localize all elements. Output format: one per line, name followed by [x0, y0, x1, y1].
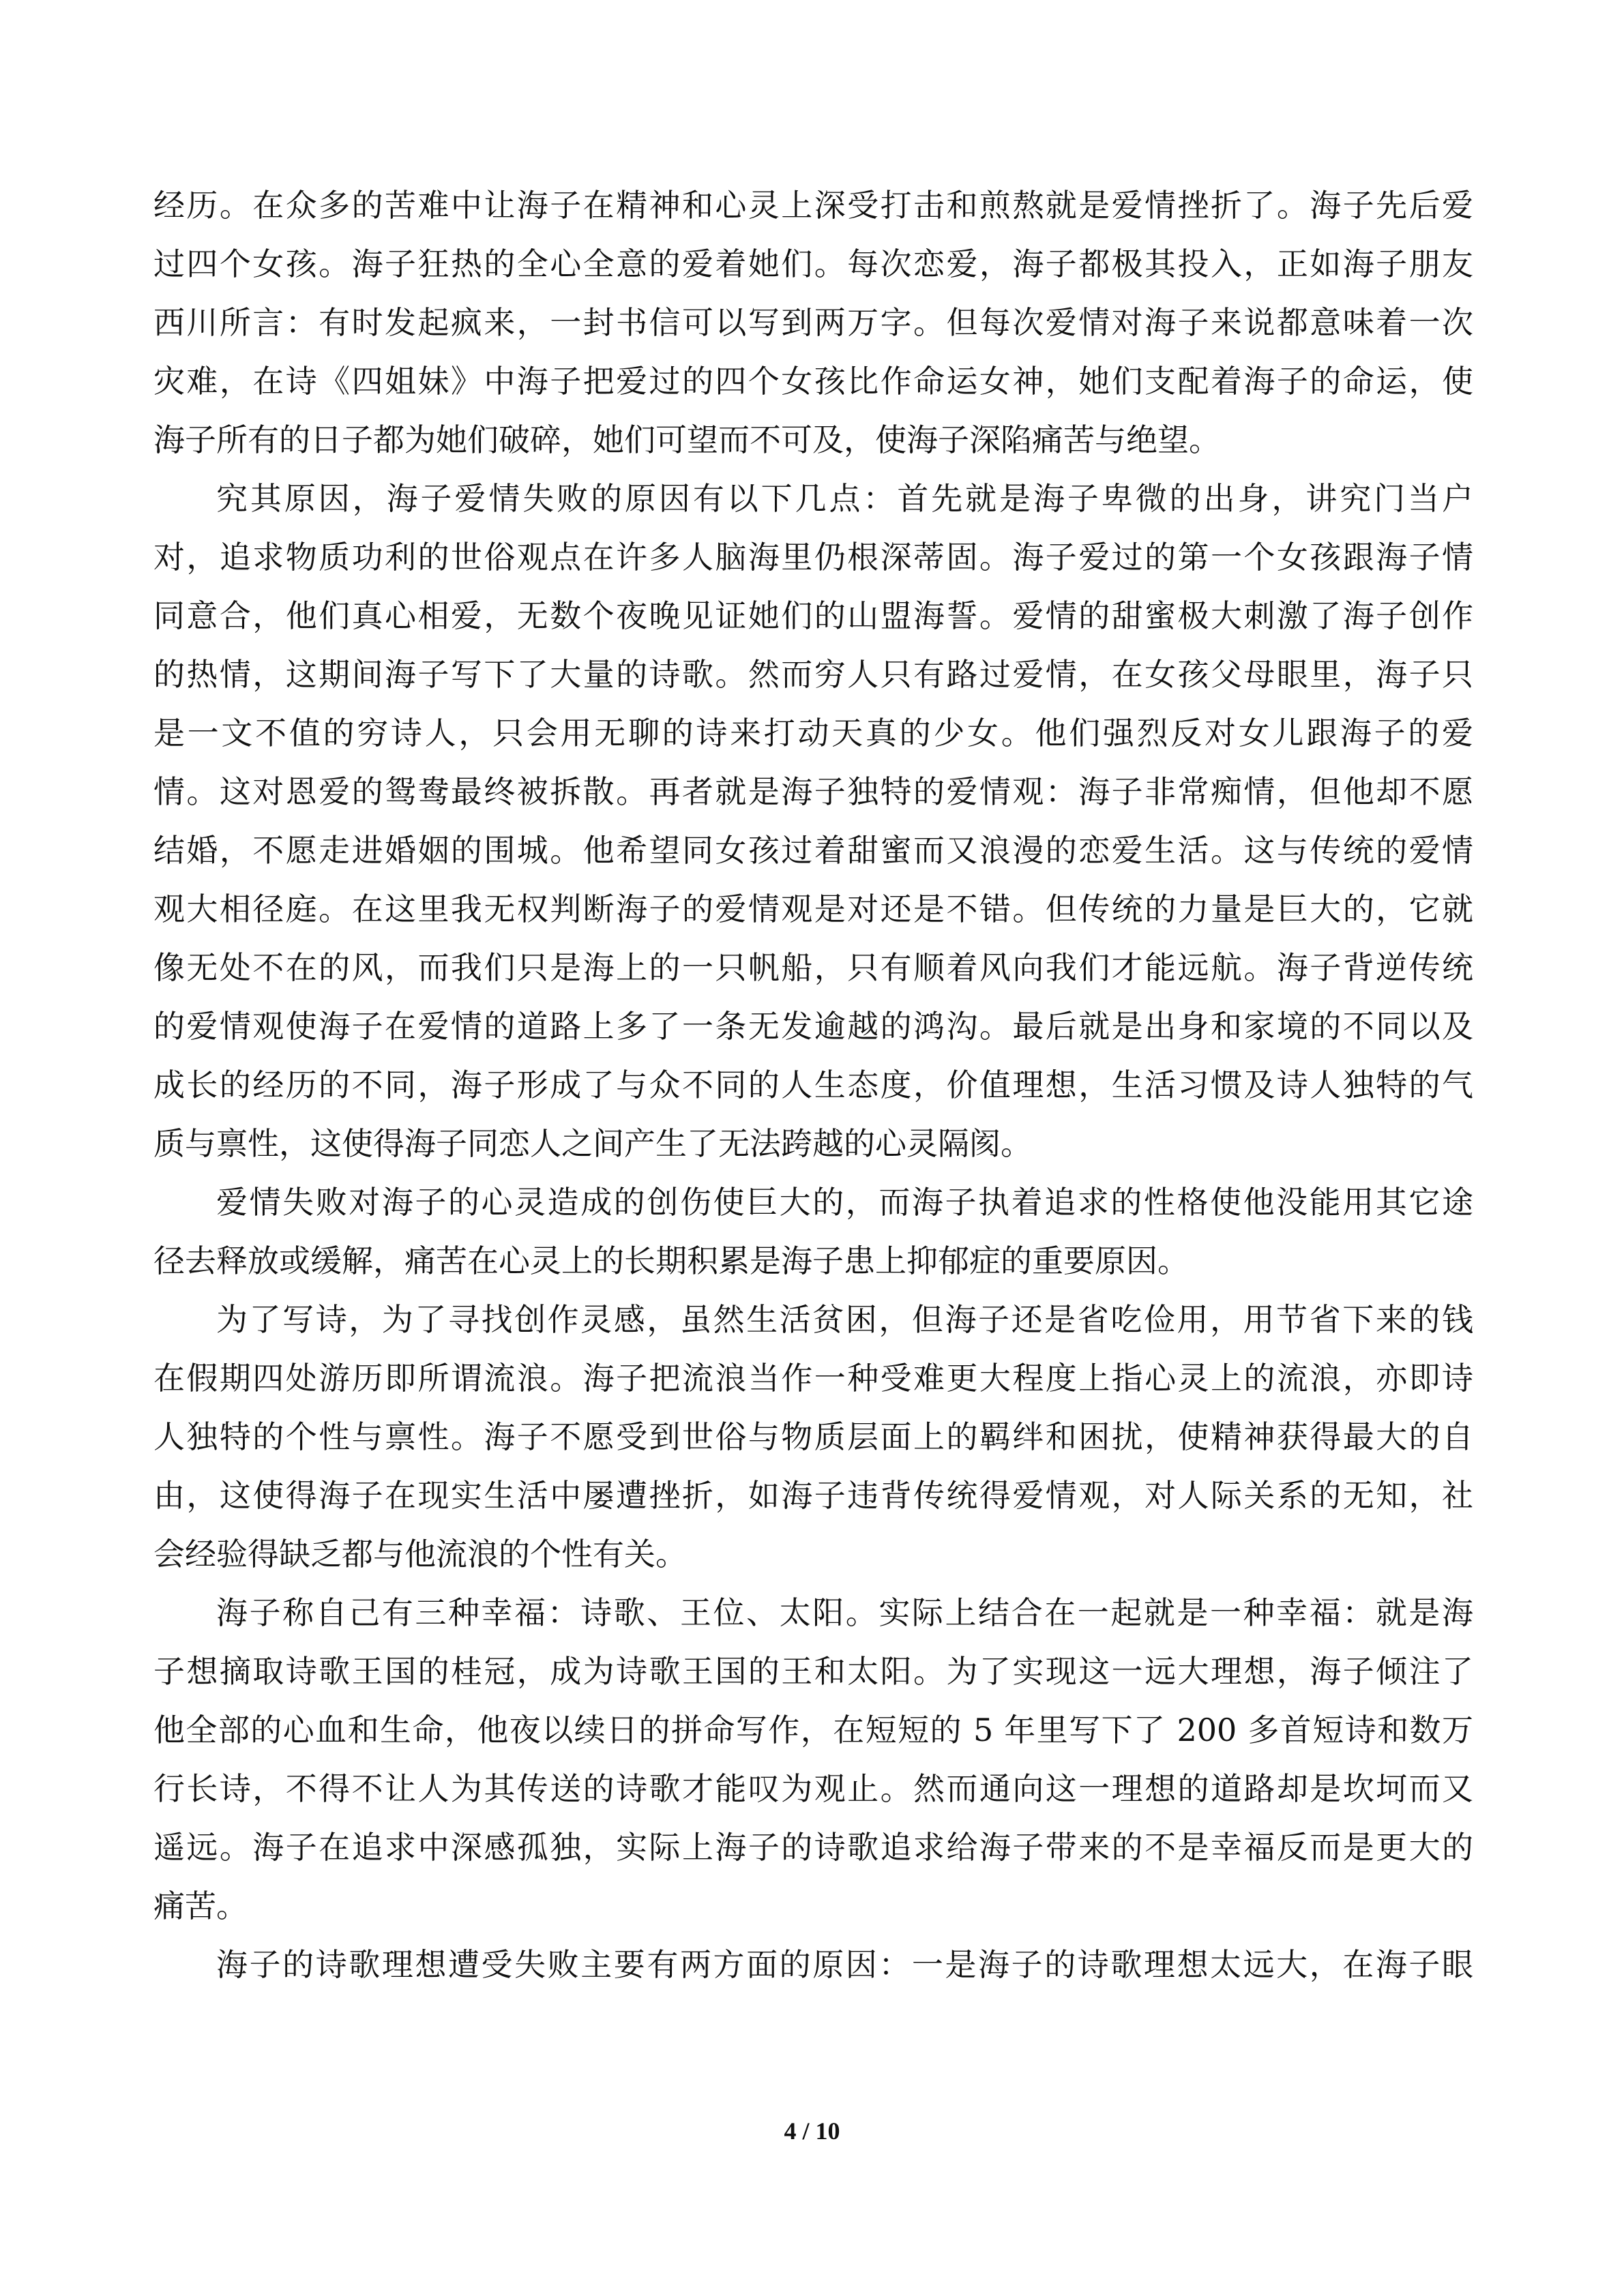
text-line: 观大相径庭。在这里我无权判断海子的爱情观是对还是不错。但传统的力量是巨大的，它就 [153, 891, 1473, 927]
text-line: 结婚，不愿走进婚姻的围城。他希望同女孩过着甜蜜而又浪漫的恋爱生活。这与传统的爱情 [153, 832, 1473, 869]
text-line: 的热情，这期间海子写下了大量的诗歌。然而穷人只有路过爱情，在女孩父母眼里，海子只 [153, 656, 1473, 693]
text-line: 同意合，他们真心相爱，无数个夜晚见证她们的山盟海誓。爱情的甜蜜极大刺激了海子创作 [153, 597, 1473, 634]
text-line: 海子称自己有三种幸福：诗歌、王位、太阳。实际上结合在一起就是一种幸福：就是海 [216, 1594, 1473, 1631]
text-line: 西川所言：有时发起疯来，一封书信可以写到两万字。但每次爱情对海子来说都意味着一次 [153, 304, 1473, 341]
text-line: 在假期四处游历即所谓流浪。海子把流浪当作一种受难更大程度上指心灵上的流浪，亦即诗 [153, 1360, 1473, 1397]
text-line: 爱情失败对海子的心灵造成的创伤使巨大的，而海子执着追求的性格使他没能用其它途 [216, 1184, 1473, 1221]
text-line: 成长的经历的不同，海子形成了与众不同的人生态度，价值理想，生活习惯及诗人独特的气 [153, 1067, 1473, 1103]
text-line: 对，追求物质功利的世俗观点在许多人脑海里仍根深蒂固。海子爱过的第一个女孩跟海子情 [153, 539, 1473, 576]
text-line: 人独特的个性与禀性。海子不愿受到世俗与物质层面上的羁绊和困扰，使精神获得最大的自 [153, 1418, 1473, 1455]
text-line: 会经验得缺乏都与他流浪的个性有关。 [153, 1536, 687, 1572]
text-line: 的爱情观使海子在爱情的道路上多了一条无发逾越的鸿沟。最后就是出身和家境的不同以及 [153, 1008, 1473, 1045]
text-line: 灾难，在诗《四姐妹》中海子把爱过的四个女孩比作命运女神，她们支配着海子的命运，使 [153, 363, 1473, 400]
text-line: 行长诗，不得不让人为其传送的诗歌才能叹为观止。然而通向这一理想的道路却是坎坷而又 [153, 1770, 1473, 1807]
body-text [153, 176, 1473, 1994]
text-line: 像无处不在的风，而我们只是海上的一只帆船，只有顺着风向我们才能远航。海子背逆传统 [153, 949, 1473, 986]
text-line: 质与禀性，这使得海子同恋人之间产生了无法跨越的心灵隔阂。 [153, 1125, 1032, 1162]
text-line: 径去释放或缓解，痛苦在心灵上的长期积累是海子患上抑郁症的重要原因。 [153, 1242, 1189, 1279]
text-line: 海子的诗歌理想遭受失败主要有两方面的原因：一是海子的诗歌理想太远大，在海子眼 [216, 1946, 1473, 1983]
text-line: 由，这使得海子在现实生活中屡遭挫折，如海子违背传统得爱情观，对人际关系的无知，社 [153, 1477, 1473, 1514]
text-line: 是一文不值的穷诗人，只会用无聊的诗来打动天真的少女。他们强烈反对女儿跟海子的爱 [153, 715, 1473, 751]
text-line: 过四个女孩。海子狂热的全心全意的爱着她们。每次恋爱，海子都极其投入，正如海子朋友 [153, 245, 1473, 282]
text-line: 海子所有的日子都为她们破碎，她们可望而不可及，使海子深陷痛苦与绝望。 [153, 421, 1220, 458]
text-line: 遥远。海子在追求中深感孤独，实际上海子的诗歌追求给海子带来的不是幸福反而是更大的 [153, 1829, 1473, 1866]
page-number: 4 / 10 [784, 2117, 840, 2145]
text-line: 为了写诗，为了寻找创作灵感，虽然生活贫困，但海子还是省吃俭用，用节省下来的钱 [216, 1301, 1473, 1338]
text-line: 经历。在众多的苦难中让海子在精神和心灵上深受打击和煎熬就是爱情挫折了。海子先后爱 [153, 187, 1473, 224]
text-line: 子想摘取诗歌王国的桂冠，成为诗歌王国的王和太阳。为了实现这一远大理想，海子倾注了 [153, 1653, 1473, 1690]
text-line: 究其原因，海子爱情失败的原因有以下几点：首先就是海子卑微的出身，讲究门当户 [216, 480, 1473, 517]
text-line: 他全部的心血和生命，他夜以续日的拼命写作，在短短的 5 年里写下了 200 多首短诗和数万 [153, 1712, 1473, 1748]
text-line: 情。这对恩爱的鸳鸯最终被拆散。再者就是海子独特的爱情观：海子非常痴情，但他却不愿 [153, 773, 1473, 810]
text-line: 痛苦。 [153, 1888, 248, 1924]
